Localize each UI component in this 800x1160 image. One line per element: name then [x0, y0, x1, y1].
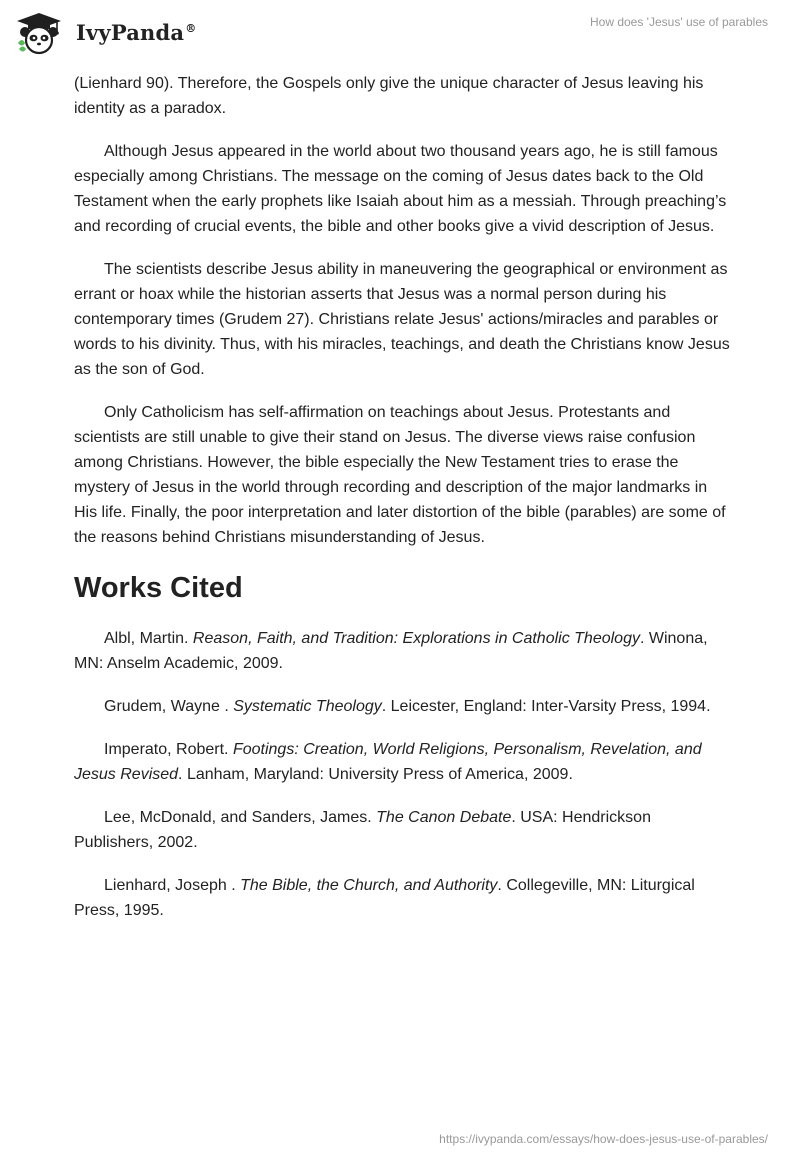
brand-name: IvyPanda® — [76, 19, 197, 45]
document-title: How does 'Jesus' use of parables — [589, 15, 768, 29]
brand-logo[interactable] — [14, 7, 196, 57]
page-header — [0, 0, 800, 60]
citation-entry: Grudem, Wayne . Systematic Theology. Leicester, England: Inter-Varsity Press, 1994. — [104, 698, 711, 715]
citation-entry: Albl, Martin. Reason, Faith, and Tradition: Explorations in Catholic Theology. Winona, MN: Anselm Academic, 2009. — [74, 630, 708, 672]
works-cited-heading: Works Cited — [74, 572, 243, 604]
citation-entry: Lienhard, Joseph . The Bible, the Church, and Authority. Collegeville, MN: Liturgical Press, 1995. — [74, 877, 695, 919]
citation-entry: Imperato, Robert. Footings: Creation, World Religions, Personalism, Revelation, and Jesus Revised. Lanham, Maryland: University Press of America, 2009. — [74, 741, 702, 783]
panda-graduate-icon — [14, 7, 64, 57]
body-paragraph: Only Catholicism has self-affirmation on teachings about Jesus. Protestants and scientists are still unable to give their stand on Jesus. The diverse views raise confusion among Christians. However, the bible especially the New Testament tries to erase the mystery of Jesus in the world through recording and description of the major landmarks in His life. Finally, the poor interpretation and later distortion of the bible (parables) are some of the reasons behind Christians misunderstanding of Jesus. — [74, 404, 726, 546]
body-paragraph: (Lienhard 90). Therefore, the Gospels only give the unique character of Jesus leaving his identity as a paradox. — [74, 75, 704, 117]
citation-entry: Lee, McDonald, and Sanders, James. The Canon Debate. USA: Hendrickson Publishers, 2002. — [74, 809, 651, 851]
source-url-link[interactable]: https://ivypanda.com/essays/how-does-jesus-use-of-parables/ — [439, 1132, 768, 1146]
body-paragraph: Although Jesus appeared in the world about two thousand years ago, he is still famous especially among Christians. The message on the coming of Jesus dates back to the Old Testament when the early prophets like Isaiah about him as a messiah. Through preaching’s and recording of crucial events, the bible and other books give a vivid description of Jesus. — [74, 143, 727, 235]
essay-content — [74, 71, 730, 941]
body-paragraph: The scientists describe Jesus ability in maneuvering the geographical or environment as errant or hoax while the historian asserts that Jesus was a normal person during his contemporary times (Grudem 27). Christians relate Jesus' actions/miracles and parables or words to his divinity. Thus, with his miracles, teachings, and death the Christians know Jesus as the son of God. — [74, 261, 730, 378]
